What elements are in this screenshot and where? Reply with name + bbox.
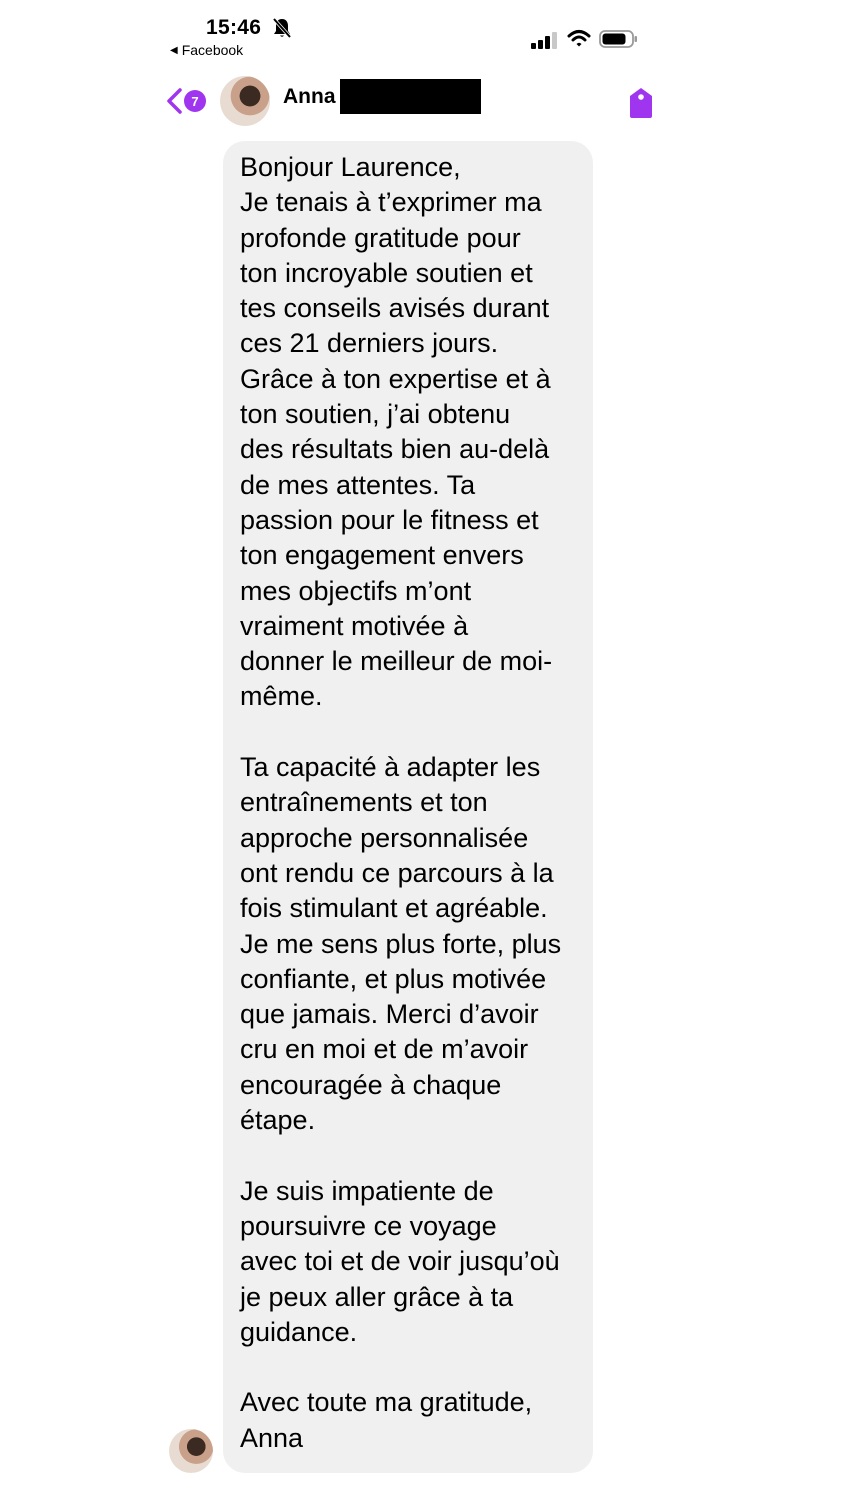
message-bubble[interactable] <box>223 141 593 1473</box>
back-app-label: Facebook <box>181 42 244 58</box>
redaction-bar <box>340 79 481 114</box>
signal-icon <box>530 31 558 49</box>
sender-avatar[interactable] <box>169 1429 213 1473</box>
chevron-left-icon <box>165 86 183 116</box>
unread-count-badge: 7 <box>184 90 206 112</box>
conversation-header <box>163 66 660 134</box>
message-text: Bonjour Laurence, Je tenais à t’exprimer ma profonde gratitude pour ton incroyable soutien et tes conseils avisés durant ces 21 derniers jours. Grâce à ton expertise et à ton soutien, j’ai obtenu des résultats bien au-delà de mes attentes. Ta passion pour le fitness et ton engagement envers mes objectifs m’ont vraiment motivée à donner le meilleur de moi- même. Ta capacité à adapter les entraînements et ton approche personnalisée ont rendu ce parcours à la fois stimulant et agréable. Je me sens plus forte, plus confiante, et plus motivée que jamais. Merci d’avoir cru en moi et de m’avoir encouragée à chaque étape. Je suis impatiente de poursuivre ce voyage avec toi et de voir jusqu’où je peux aller grâce à ta guidance. Avec toute ma gratitude, Anna <box>240 152 562 1453</box>
battery-icon <box>599 29 639 49</box>
contact-name[interactable]: Anna <box>283 85 336 108</box>
contact-avatar[interactable] <box>220 76 270 126</box>
bell-slash-icon <box>272 17 292 39</box>
back-triangle-icon: ◀ <box>170 44 178 56</box>
wifi-icon <box>567 29 591 48</box>
tag-icon[interactable] <box>627 86 655 120</box>
back-to-facebook-link[interactable] <box>170 42 243 58</box>
status-time: 15:46 <box>206 16 262 39</box>
back-button[interactable] <box>165 86 206 116</box>
phone-screen <box>163 0 660 1500</box>
